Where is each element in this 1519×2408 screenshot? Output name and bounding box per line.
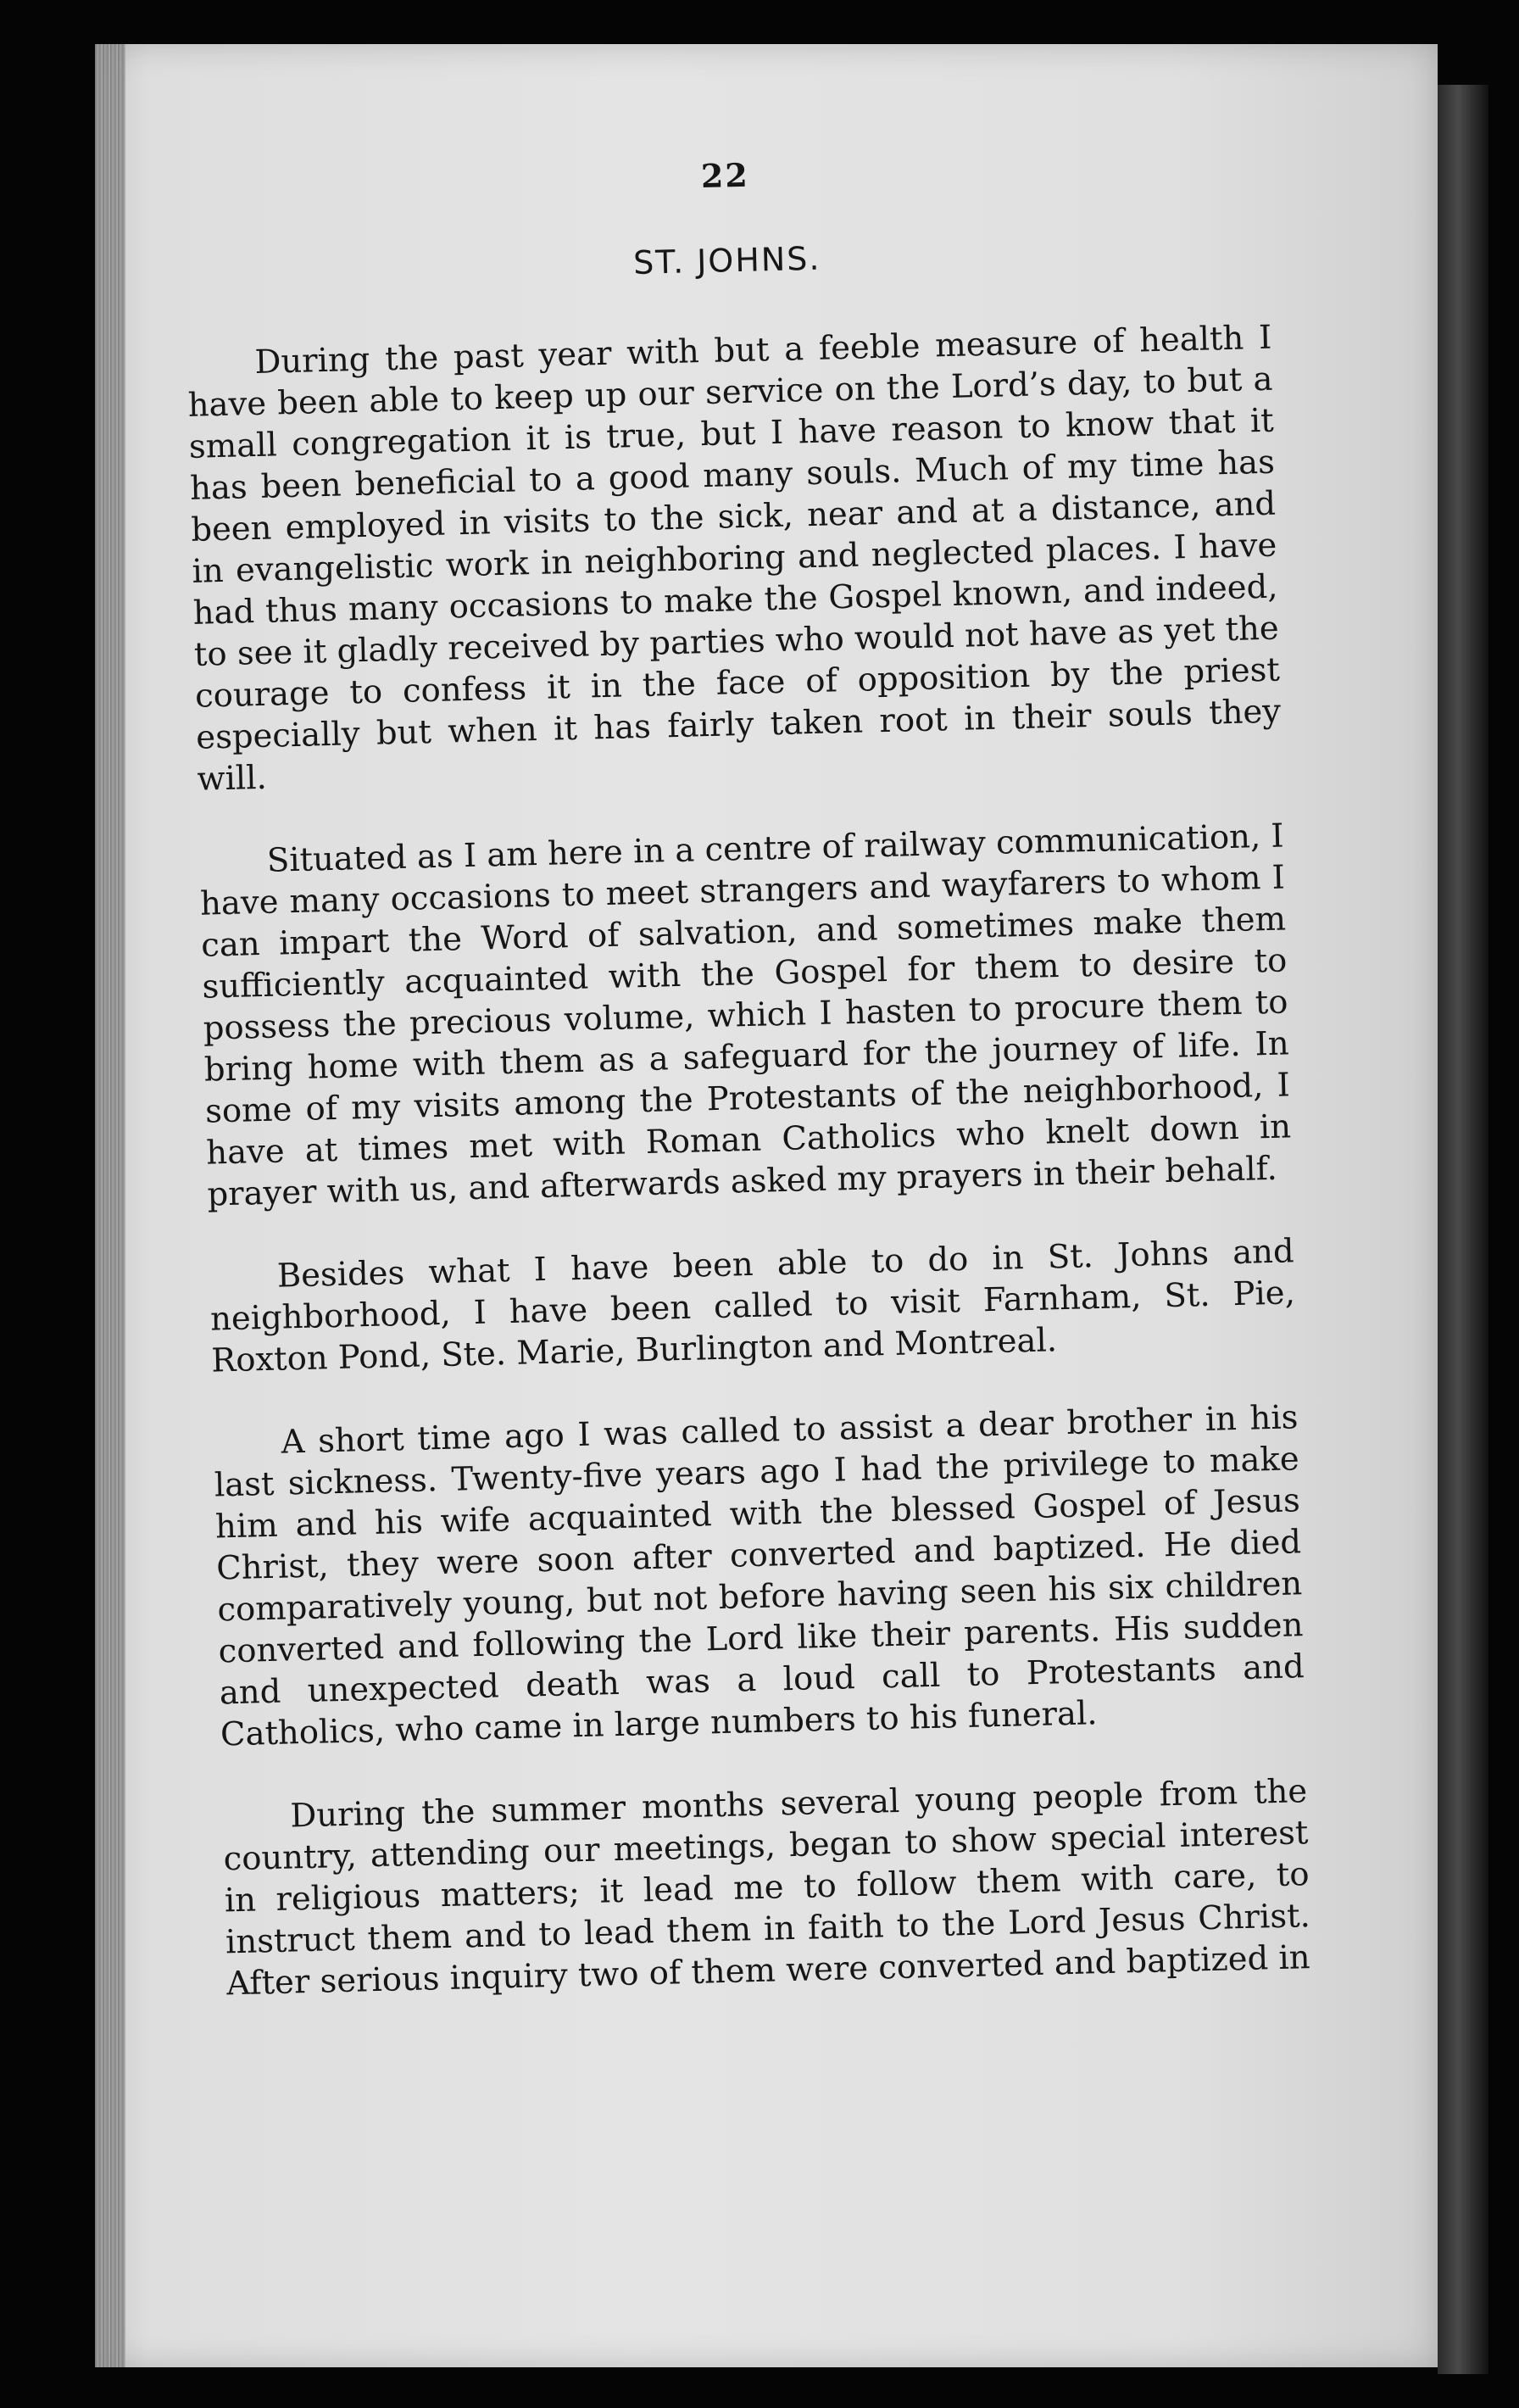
section-title: ST. JOHNS. bbox=[632, 239, 821, 282]
paragraph-3: Besides what I have been able to do in St. Johns and neighborhood, I have been called to visit Farnham, St. Pie, Roxton Pond, Ste. Marie, Burlington and Montreal. bbox=[209, 1232, 1296, 1380]
paragraph-2: Situated as I am here in a centre of railway communication, I have many occasions to meet strangers and wayfarers to whom I can impart the Word of salvation, and sometimes make them sufficiently acquainted with the Gospel for them to desire to possess the precious volume, which I hasten to procure them to bring home with them as a safeguard for the journey of life. In some of my visits among the Protestants of the neighborhood, I have at times met with Roman Catholics who knelt down in prayer with us, and afterwards asked my prayers in their behalf. bbox=[199, 817, 1292, 1214]
page-shadow-edge bbox=[1438, 85, 1488, 2374]
book-binding-edge bbox=[95, 44, 125, 2367]
paragraph-5: During the summer months several young people from the country, attending our meetings, began to show special interest in religious matters; it lead me to follow them with care, to instruct them and to lead them in faith to the Lord Jesus Christ. After serious inquiry two of them were converted and baptized in bbox=[223, 1772, 1311, 2004]
page-number: 22 bbox=[700, 155, 750, 196]
paragraph-4: A short time ago I was called to assist a dear brother in his last sickness. Twenty-five years ago I had the privilege to make him and his wife acquainted with the blessed Gospel of Jesus Christ, they were soon after converted and baptized. He died comparatively young, but not before having seen his six children converted and following the Lord like their parents. His sudden and unexpected death was a loud call to Protestants and Catholics, who came in large numbers to his funeral. bbox=[214, 1398, 1305, 1754]
page-content bbox=[182, 143, 1312, 2005]
paragraph-1: During the past year with but a feeble measure of health I have been able to keep up our service on the Lord’s day, to but a small congregation it is true, but I have reason to know that it has been beneficial to a good many souls. Much of my time has been employed in visits to the sick, near and at a distance, and in evangelistic work in neighboring and neglected places. I have had thus many occasions to make the Gospel known, and indeed, to see it gladly received by parties who would not have as yet the courage to confess it in the face of opposition by the priest especially but when it has fairly taken root in their souls they will. bbox=[187, 318, 1282, 799]
